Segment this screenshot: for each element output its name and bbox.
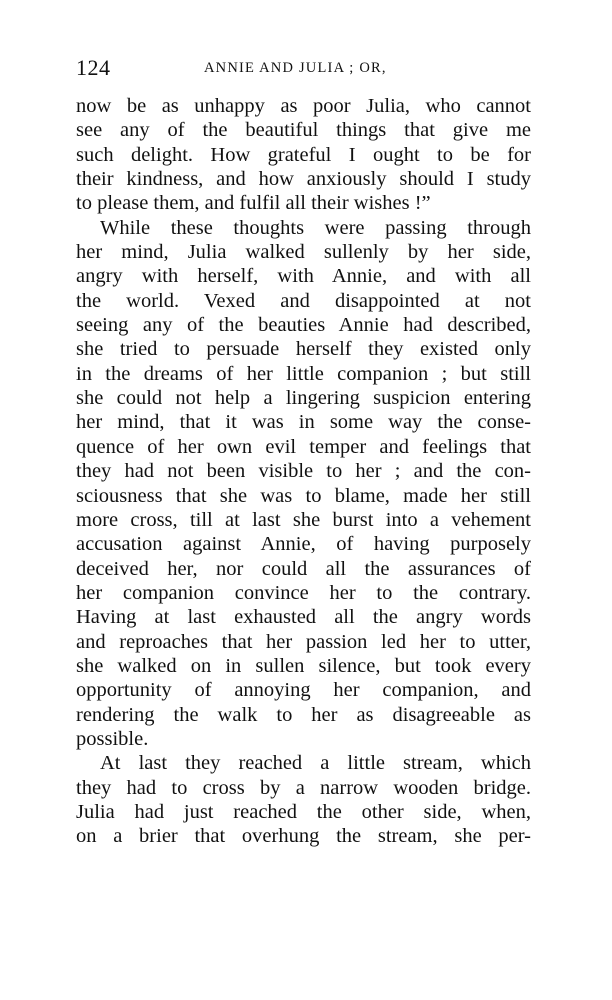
text-line: While these thoughts were passing through	[100, 216, 531, 239]
text-line: sciousness that she was to blame, made her still	[76, 484, 531, 507]
text-line: quence of her own evil temper and feelings that	[76, 435, 531, 458]
text-line: possible.	[76, 727, 149, 750]
text-line: and reproaches that her passion led her to utter,	[76, 630, 531, 653]
text-line: in the dreams of her little companion ; but still	[76, 362, 531, 385]
text-line: more cross, till at last she burst into a vehement	[76, 508, 531, 531]
text-line: seeing any of the beauties Annie had described,	[76, 314, 531, 337]
text-line: to please them, and fulfil all their wishes !”	[76, 192, 431, 215]
text-line: they had not been visible to her ; and the con-	[76, 460, 531, 483]
text-line: their kindness, and how anxiously should I study	[76, 168, 531, 191]
text-line: she could not help a lingering suspicion entering	[76, 387, 531, 410]
text-line: her mind, that it was in some way the conse-	[76, 411, 531, 434]
text-line: deceived her, nor could all the assurances of	[76, 557, 531, 580]
text-line: such delight. How grateful I ought to be for	[76, 143, 531, 166]
body-text	[76, 94, 531, 849]
text-line: Julia had just reached the other side, when,	[76, 800, 531, 823]
text-line: rendering the walk to her as disagreeable as	[76, 703, 531, 726]
page-number: 124	[76, 55, 111, 80]
text-line: her companion convince her to the contrary.	[76, 581, 531, 604]
text-line: the world. Vexed and disappointed at not	[76, 289, 531, 312]
text-line: she walked on in sullen silence, but took every	[76, 654, 531, 677]
text-line: they had to cross by a narrow wooden bridge.	[76, 776, 531, 799]
text-line: she tried to persuade herself they existed only	[76, 338, 531, 361]
text-line: accusation against Annie, of having purposely	[76, 533, 531, 556]
text-line: now be as unhappy as poor Julia, who cannot	[76, 95, 531, 117]
text-line: see any of the beautiful things that give me	[76, 119, 531, 142]
text-line: her mind, Julia walked sullenly by her side,	[76, 241, 531, 264]
text-line: Having at last exhausted all the angry words	[76, 606, 531, 629]
text-line: At last they reached a little stream, which	[100, 752, 531, 775]
running-title: ANNIE AND JULIA ; OR,	[204, 60, 387, 76]
text-line: opportunity of annoying her companion, and	[76, 679, 531, 702]
text-line: on a brier that overhung the stream, she per-	[76, 825, 531, 848]
running-head	[76, 55, 531, 85]
text-line: angry with herself, with Annie, and with all	[76, 265, 531, 288]
